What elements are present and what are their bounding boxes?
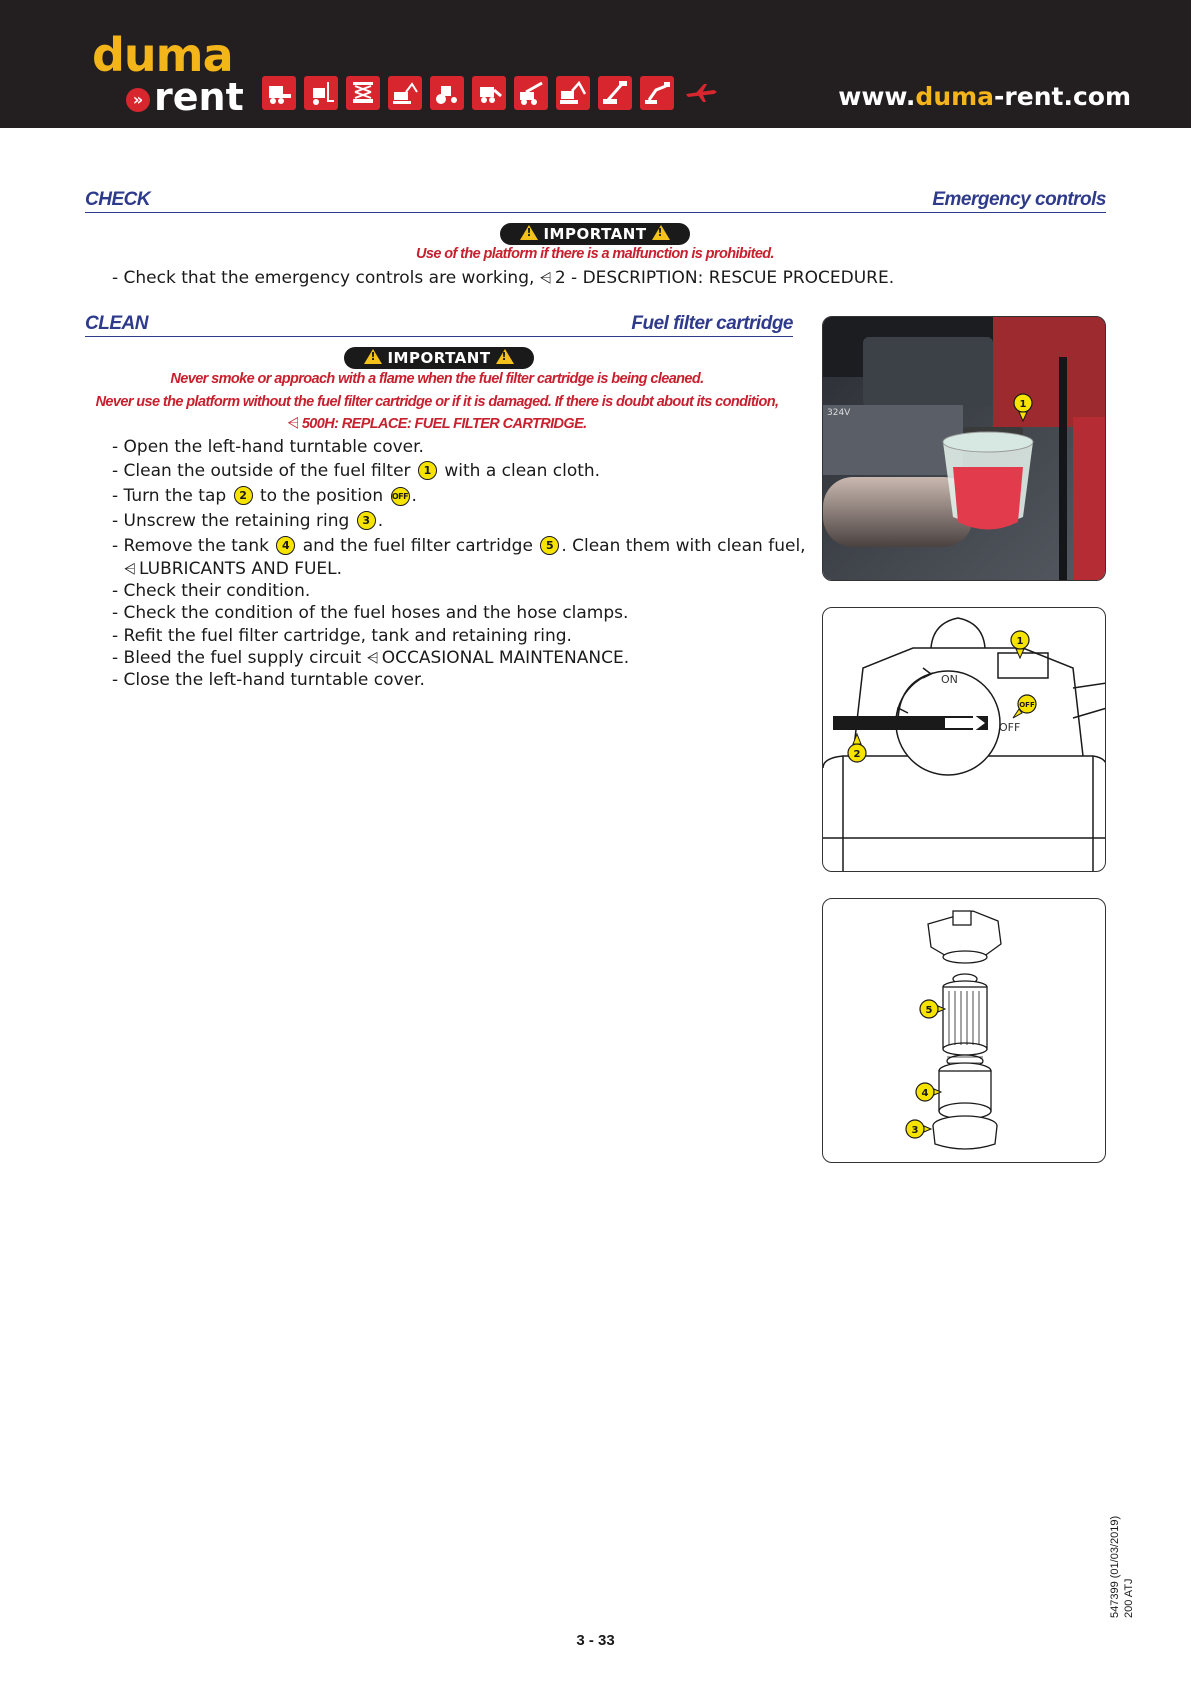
clean-step-9: [112, 648, 629, 668]
clean-step-5-reference: [124, 559, 342, 579]
excavator-icon: [556, 76, 590, 110]
website-suffix: -rent.com: [994, 82, 1131, 111]
clean-section-heading: [85, 312, 793, 337]
important-label: IMPORTANT: [543, 225, 647, 243]
clean-step-4-period: .: [377, 511, 384, 531]
reference-arrow-icon: ⩤: [287, 415, 299, 432]
callout-1-label: 1: [1019, 399, 1027, 410]
clean-step-2: [112, 461, 600, 481]
check-heading-right: Emergency controls: [932, 189, 1106, 210]
callout-1-label: 1: [1016, 636, 1024, 647]
clean-warning-1: Never smoke or approach with a flame when the fuel filter cartridge is being cleaned.: [170, 371, 704, 387]
check-step-text: - Check that the emergency controls are working,: [112, 268, 535, 288]
clean-heading-left: CLEAN: [85, 313, 148, 334]
document-reference-number: 547399 (01/03/2019): [1109, 1515, 1121, 1618]
svg-text:324V: 324V: [827, 408, 851, 418]
website-url[interactable]: [838, 82, 1131, 111]
aircraft-icon: [682, 76, 716, 110]
compact-loader-icon: [472, 76, 506, 110]
page-number: 3 - 33: [576, 1632, 615, 1649]
warning-triangle-icon: [652, 225, 670, 240]
callout-2-label: 2: [853, 749, 861, 760]
clean-step-3-text: - Turn the tap: [112, 486, 227, 506]
check-section-heading: [85, 188, 1106, 213]
clean-step-7: - Check the condition of the fuel hoses and the hose clamps.: [112, 603, 629, 623]
reference-arrow-icon: ⩤: [124, 560, 137, 578]
fuel-filter-photo: [822, 316, 1106, 581]
document-model: 200 ATJ: [1123, 1578, 1135, 1618]
scissor-lift-icon: [346, 76, 380, 110]
clean-warning-3: [90, 415, 784, 432]
fuel-filter-exploded-diagram: [822, 898, 1106, 1163]
clean-step-3-text-mid: to the position: [259, 486, 384, 506]
clean-step-10: - Close the left-hand turntable cover.: [112, 670, 425, 690]
warning-triangle-icon: [520, 225, 538, 240]
fuel-filter-exploded-drawing: [823, 899, 1106, 1163]
tractor-icon: [430, 76, 464, 110]
callout-3-label: 3: [911, 1125, 919, 1136]
logo-duma-text: duma: [92, 28, 233, 82]
important-badge: [500, 223, 690, 245]
callout-off-label: OFF: [1019, 701, 1035, 709]
reference-arrow-icon: ⩤: [539, 269, 552, 287]
fuel-filter-photo-drawing: [823, 317, 1106, 581]
website-prefix: www.: [838, 82, 916, 111]
page-header: [0, 0, 1191, 128]
check-step: [112, 268, 894, 288]
boom-lift-icon: [598, 76, 632, 110]
forklift-icon: [304, 76, 338, 110]
warning-triangle-icon: [364, 349, 382, 364]
clean-step-5-text: - Remove the tank: [112, 536, 269, 556]
clean-step-3: [112, 486, 417, 506]
important-label: IMPORTANT: [387, 349, 491, 367]
fuel-tap-diagram: [822, 607, 1106, 872]
callout-3: 3: [357, 511, 376, 530]
clean-step-2-text: - Clean the outside of the fuel filter: [112, 461, 411, 481]
callout-5-label: 5: [925, 1005, 933, 1016]
logo-rent-text: rent: [154, 75, 244, 119]
telehandler-icon: [514, 76, 548, 110]
tap-off-label: OFF: [999, 721, 1021, 734]
clean-step-5-reference-text[interactable]: LUBRICANTS AND FUEL.: [139, 559, 343, 579]
fuel-tap-diagram-drawing: [823, 608, 1106, 872]
callout-2: 2: [234, 486, 253, 505]
clean-warning-3-text[interactable]: 500H: REPLACE: FUEL FILTER CARTRIDGE.: [301, 416, 587, 432]
logo-arrows-icon: »: [126, 88, 150, 112]
callout-4-label: 4: [921, 1088, 929, 1099]
check-step-reference[interactable]: 2 - DESCRIPTION: RESCUE PROCEDURE.: [554, 268, 895, 288]
callout-4: 4: [276, 536, 295, 555]
clean-heading-right: Fuel filter cartridge: [631, 313, 793, 334]
website-accent: duma: [915, 82, 995, 111]
clean-step-9-reference[interactable]: OCCASIONAL MAINTENANCE.: [381, 648, 630, 668]
callout-1: 1: [418, 461, 437, 480]
clean-step-5-text-end: . Clean them with clean fuel,: [561, 536, 806, 556]
clean-step-2-text-end: with a clean cloth.: [444, 461, 601, 481]
clean-step-8: - Refit the fuel filter cartridge, tank and retaining ring.: [112, 626, 572, 646]
clean-step-6: - Check their condition.: [112, 581, 311, 601]
document-reference: [1108, 1516, 1136, 1618]
callout-off: OFF: [391, 487, 410, 506]
clean-step-5: [112, 536, 806, 556]
mini-excavator-icon: [388, 76, 422, 110]
clean-step-3-period: .: [411, 486, 417, 506]
articulated-boom-icon: [640, 76, 674, 110]
clean-warning-2: Never use the platform without the fuel filter cartridge or if it is damaged. If there is doubt about its condition,: [95, 394, 779, 410]
reference-arrow-icon: ⩤: [366, 649, 379, 667]
warning-triangle-icon: [496, 349, 514, 364]
tap-on-label: ON: [941, 673, 958, 686]
clean-step-9-text: - Bleed the fuel supply circuit: [112, 648, 362, 668]
clean-step-4-text: - Unscrew the retaining ring: [112, 511, 350, 531]
clean-step-4: [112, 511, 383, 531]
check-warning: Use of the platform if there is a malfunction is prohibited.: [416, 246, 774, 262]
important-badge: [344, 347, 534, 369]
callout-5: 5: [540, 536, 559, 555]
clean-step-5-text-mid: and the fuel filter cartridge: [302, 536, 533, 556]
check-heading-left: CHECK: [85, 189, 151, 210]
skid-steer-loader-icon: [262, 76, 296, 110]
clean-step-1: - Open the left-hand turntable cover.: [112, 437, 424, 457]
